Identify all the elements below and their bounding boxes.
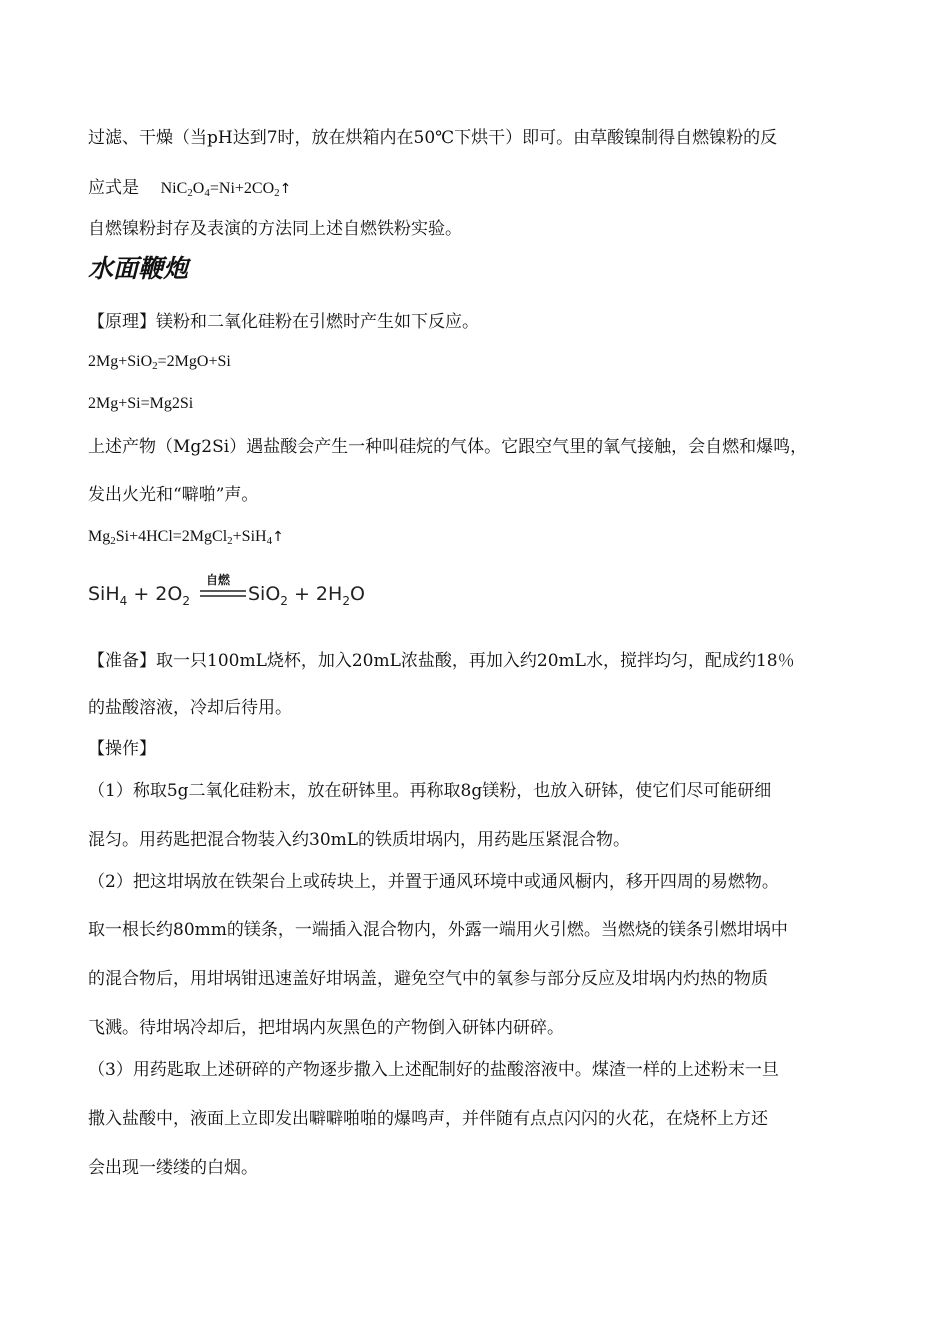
text-line: （3）用药匙取上述研碎的产物逐步撒入上述配制好的盐酸溶液中。煤渣一样的上述粉末一旦 xyxy=(88,1060,779,1080)
text-line: 【操作】 xyxy=(88,739,156,759)
chemical-formula: $NiC_2O_4=Ni+2CO_2↑$ xyxy=(160,180,292,199)
text-line: （2）把这坩埚放在铁架台上或砖块上，并置于通风环境中或通风橱内，移开四周的易燃物。 xyxy=(88,872,779,892)
chemical-equation: 2Mg+SiO$_2$=2MgO+Si xyxy=(88,353,231,372)
chemical-equation: $Mg_2Si+4HCl=2MgCl_2+SiH_4↑$ xyxy=(88,528,284,547)
text-line: 【准备】取一只100mL烧杯，加入20mL浓盐酸，再加入约20mL水，搅拌均匀，配成约18％ xyxy=(88,651,795,671)
text-line: 的混合物后，用坩埚钳迅速盖好坩埚盖，避免空气中的氧参与部分反应及坩埚内灼热的物质 xyxy=(88,969,768,989)
section-title: 水面鞭炮 xyxy=(88,254,189,283)
reaction-equation-line xyxy=(88,177,291,200)
silane-combustion-equation xyxy=(86,568,372,612)
chemical-equation: 2Mg+Si=Mg2Si xyxy=(88,395,194,412)
text-prefix: 应式是 xyxy=(88,178,139,198)
text-line: 撒入盐酸中，液面上立即发出噼噼啪啪的爆鸣声，并伴随有点点闪闪的火花，在烧杯上方还 xyxy=(88,1109,768,1129)
eq-condition: 自燃 xyxy=(206,573,231,587)
text-line: 混匀。用药匙把混合物装入约30mL的铁质坩埚内，用药匙压紧混合物。 xyxy=(88,830,631,850)
text-line: 的盐酸溶液，冷却后待用。 xyxy=(88,698,292,718)
text-line: 【原理】镁粉和二氧化硅粉在引燃时产生如下反应。 xyxy=(88,312,479,332)
text-line: 发出火光和“噼啪”声。 xyxy=(88,485,259,505)
text-line: 取一根长约80mm的镁条，一端插入混合物内，外露一端用火引燃。当燃烧的镁条引燃坩埚中 xyxy=(88,920,788,940)
text-line: 会出现一缕缕的白烟。 xyxy=(88,1158,258,1178)
text-line: （1）称取5g二氧化硅粉末，放在研钵里。再称取8g镁粉，也放入研钵，使它们尽可能研细 xyxy=(88,781,772,801)
text-line: 飞溅。待坩埚冷却后，把坩埚内灰黑色的产物倒入研钵内研碎。 xyxy=(88,1018,564,1038)
up-arrow-icon: ↑ xyxy=(279,181,292,197)
text-line: 上述产物（Mg2Si）遇盐酸会产生一种叫硅烷的气体。它跟空气里的氧气接触，会自燃和爆鸣， xyxy=(88,437,808,457)
eq-right: $SiO_2 + 2H_2O$ xyxy=(248,583,365,608)
text-line: 过滤、干燥（当pH达到7时，放在烘箱内在50℃下烘干）即可。由草酸镍制得自燃镍粉的反 xyxy=(88,128,778,148)
eq-left: $SiH_4 + 2O_2$ xyxy=(88,583,190,608)
up-arrow-icon: ↑ xyxy=(272,529,284,545)
text-line: 自燃镍粉封存及表演的方法同上述自燃铁粉实验。 xyxy=(88,219,462,239)
